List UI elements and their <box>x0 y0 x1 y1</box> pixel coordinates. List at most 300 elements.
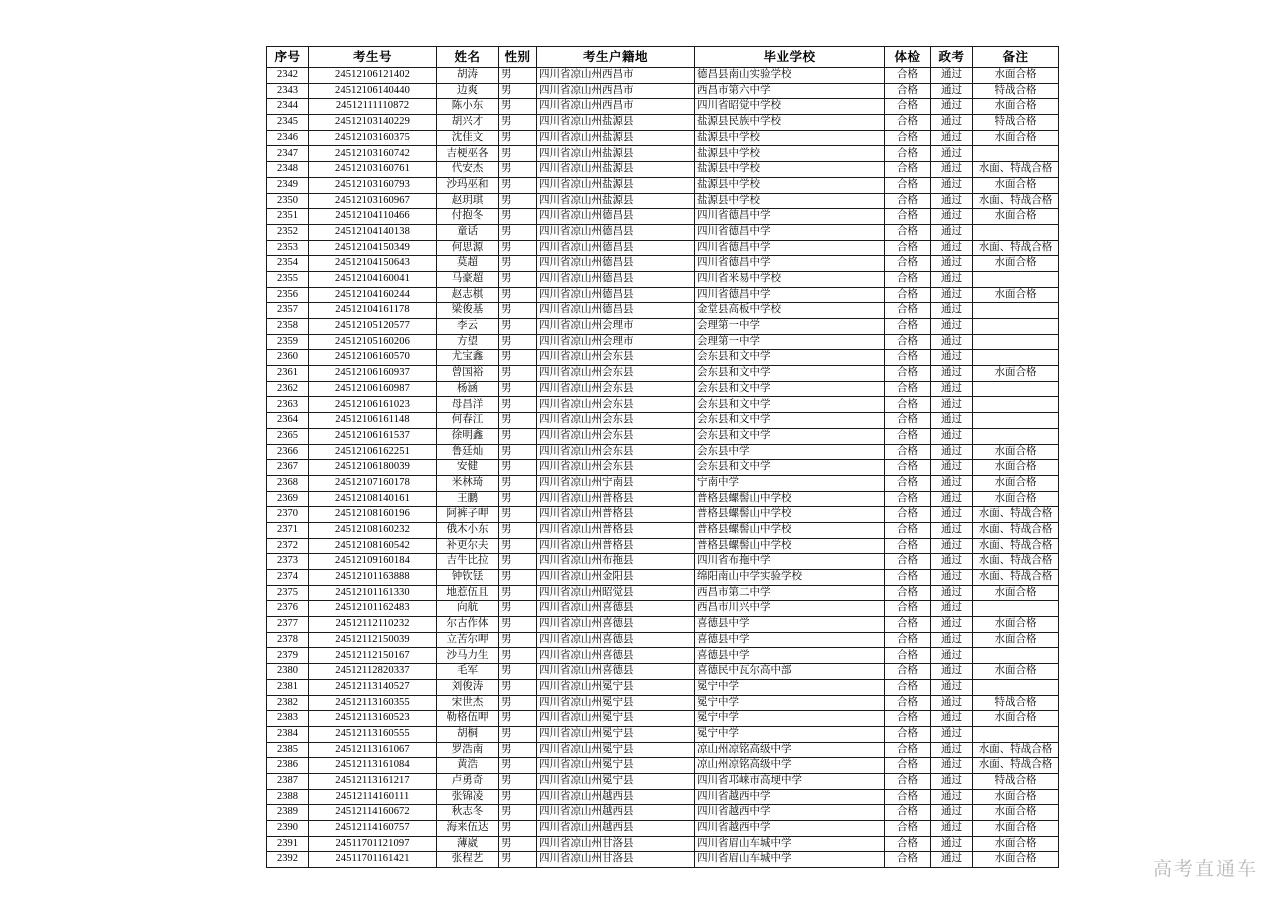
cell-medical: 合格 <box>885 648 931 664</box>
cell-name: 鲁廷灿 <box>437 444 499 460</box>
cell-domicile: 四川省凉山州会东县 <box>537 428 695 444</box>
cell-name: 胡桐 <box>437 726 499 742</box>
cell-gender: 男 <box>499 428 537 444</box>
cell-seq: 2380 <box>267 664 309 680</box>
cell-exam: 24512113140527 <box>309 679 437 695</box>
cell-medical: 合格 <box>885 413 931 429</box>
cell-school: 会东县和文中学 <box>695 413 885 429</box>
table-row <box>267 287 1059 303</box>
cell-school: 德昌县南山实验学校 <box>695 68 885 84</box>
cell-seq: 2355 <box>267 271 309 287</box>
cell-name: 胡涛 <box>437 68 499 84</box>
cell-name: 方望 <box>437 334 499 350</box>
cell-gender: 男 <box>499 773 537 789</box>
cell-school: 西昌市第二中学 <box>695 585 885 601</box>
cell-exam: 24512105120577 <box>309 319 437 335</box>
cell-school: 四川省越西中学 <box>695 805 885 821</box>
cell-seq: 2378 <box>267 632 309 648</box>
cell-gender: 男 <box>499 162 537 178</box>
table-row <box>267 648 1059 664</box>
cell-medical: 合格 <box>885 334 931 350</box>
cell-domicile: 四川省凉山州德昌县 <box>537 303 695 319</box>
cell-remark: 水面、特战合格 <box>973 522 1059 538</box>
cell-medical: 合格 <box>885 632 931 648</box>
table-row <box>267 334 1059 350</box>
cell-gender: 男 <box>499 287 537 303</box>
cell-medical: 合格 <box>885 664 931 680</box>
cell-medical: 合格 <box>885 617 931 633</box>
cell-exam: 24512108160196 <box>309 507 437 523</box>
cell-school: 西昌市川兴中学 <box>695 601 885 617</box>
cell-school: 普格县螺髻山中学校 <box>695 491 885 507</box>
cell-name: 勒格伍呷 <box>437 711 499 727</box>
cell-seq: 2384 <box>267 726 309 742</box>
cell-domicile: 四川省凉山州越西县 <box>537 821 695 837</box>
cell-school: 西昌市第六中学 <box>695 83 885 99</box>
cell-seq: 2348 <box>267 162 309 178</box>
cell-exam: 24512112110232 <box>309 617 437 633</box>
cell-remark <box>973 679 1059 695</box>
cell-domicile: 四川省凉山州越西县 <box>537 805 695 821</box>
cell-gender: 男 <box>499 554 537 570</box>
cell-medical: 合格 <box>885 271 931 287</box>
column-header-seq: 序号 <box>267 47 309 68</box>
cell-domicile: 四川省凉山州西昌市 <box>537 68 695 84</box>
cell-domicile: 四川省凉山州会东县 <box>537 366 695 382</box>
cell-remark: 水面、特战合格 <box>973 507 1059 523</box>
cell-seq: 2351 <box>267 209 309 225</box>
cell-name: 莫超 <box>437 256 499 272</box>
cell-gender: 男 <box>499 664 537 680</box>
cell-political: 通过 <box>931 256 973 272</box>
cell-political: 通过 <box>931 726 973 742</box>
cell-medical: 合格 <box>885 821 931 837</box>
cell-name: 童话 <box>437 224 499 240</box>
cell-domicile: 四川省凉山州普格县 <box>537 507 695 523</box>
cell-gender: 男 <box>499 413 537 429</box>
cell-political: 通过 <box>931 162 973 178</box>
cell-name: 何思源 <box>437 240 499 256</box>
cell-medical: 合格 <box>885 789 931 805</box>
cell-name: 俄木小东 <box>437 522 499 538</box>
cell-exam: 24512106140440 <box>309 83 437 99</box>
table-row <box>267 68 1059 84</box>
cell-school: 会东县中学 <box>695 444 885 460</box>
cell-gender: 男 <box>499 570 537 586</box>
cell-gender: 男 <box>499 679 537 695</box>
cell-political: 通过 <box>931 475 973 491</box>
cell-school: 盐源县中学校 <box>695 162 885 178</box>
cell-seq: 2349 <box>267 177 309 193</box>
cell-seq: 2357 <box>267 303 309 319</box>
cell-domicile: 四川省凉山州冕宁县 <box>537 679 695 695</box>
cell-political: 通过 <box>931 460 973 476</box>
cell-exam: 24512114160672 <box>309 805 437 821</box>
cell-exam: 24512114160111 <box>309 789 437 805</box>
cell-school: 会东县和文中学 <box>695 397 885 413</box>
table-row <box>267 711 1059 727</box>
cell-medical: 合格 <box>885 193 931 209</box>
cell-domicile: 四川省凉山州会理市 <box>537 334 695 350</box>
cell-exam: 24512101163888 <box>309 570 437 586</box>
cell-name: 代安杰 <box>437 162 499 178</box>
cell-remark: 水面合格 <box>973 68 1059 84</box>
cell-gender: 男 <box>499 711 537 727</box>
cell-seq: 2370 <box>267 507 309 523</box>
cell-school: 会东县和文中学 <box>695 428 885 444</box>
cell-remark: 水面合格 <box>973 444 1059 460</box>
cell-seq: 2347 <box>267 146 309 162</box>
cell-medical: 合格 <box>885 570 931 586</box>
table-row <box>267 836 1059 852</box>
cell-school: 凉山州凉铭高级中学 <box>695 758 885 774</box>
cell-domicile: 四川省凉山州盐源县 <box>537 130 695 146</box>
cell-school: 会理第一中学 <box>695 334 885 350</box>
cell-remark: 水面合格 <box>973 209 1059 225</box>
cell-gender: 男 <box>499 475 537 491</box>
cell-name: 曾国裕 <box>437 366 499 382</box>
cell-name: 张程艺 <box>437 852 499 868</box>
cell-school: 会东县和文中学 <box>695 460 885 476</box>
cell-school: 金堂县高板中学校 <box>695 303 885 319</box>
cell-remark <box>973 303 1059 319</box>
cell-political: 通过 <box>931 271 973 287</box>
cell-domicile: 四川省凉山州德昌县 <box>537 287 695 303</box>
cell-name: 梁俊基 <box>437 303 499 319</box>
cell-name: 赵志棋 <box>437 287 499 303</box>
cell-school: 会东县和文中学 <box>695 366 885 382</box>
column-header-exam: 考生号 <box>309 47 437 68</box>
table-row <box>267 99 1059 115</box>
cell-domicile: 四川省凉山州德昌县 <box>537 256 695 272</box>
cell-medical: 合格 <box>885 350 931 366</box>
table-row <box>267 554 1059 570</box>
cell-political: 通过 <box>931 491 973 507</box>
cell-gender: 男 <box>499 538 537 554</box>
table-row <box>267 538 1059 554</box>
cell-medical: 合格 <box>885 773 931 789</box>
cell-remark: 水面、特战合格 <box>973 570 1059 586</box>
table-row <box>267 507 1059 523</box>
cell-seq: 2342 <box>267 68 309 84</box>
cell-seq: 2392 <box>267 852 309 868</box>
cell-domicile: 四川省凉山州甘洛县 <box>537 836 695 852</box>
cell-political: 通过 <box>931 209 973 225</box>
cell-remark: 水面、特战合格 <box>973 162 1059 178</box>
column-header-domicile: 考生户籍地 <box>537 47 695 68</box>
table-row <box>267 585 1059 601</box>
cell-medical: 合格 <box>885 115 931 131</box>
cell-exam: 24512108140161 <box>309 491 437 507</box>
cell-medical: 合格 <box>885 679 931 695</box>
table-row <box>267 130 1059 146</box>
cell-school: 盐源县中学校 <box>695 193 885 209</box>
cell-seq: 2361 <box>267 366 309 382</box>
cell-medical: 合格 <box>885 319 931 335</box>
cell-seq: 2362 <box>267 381 309 397</box>
cell-exam: 24512106161537 <box>309 428 437 444</box>
cell-domicile: 四川省凉山州德昌县 <box>537 271 695 287</box>
cell-remark <box>973 350 1059 366</box>
cell-exam: 24512103160375 <box>309 130 437 146</box>
cell-medical: 合格 <box>885 366 931 382</box>
cell-gender: 男 <box>499 303 537 319</box>
cell-name: 卢勇奇 <box>437 773 499 789</box>
cell-medical: 合格 <box>885 711 931 727</box>
cell-gender: 男 <box>499 177 537 193</box>
cell-name: 吉牛比拉 <box>437 554 499 570</box>
cell-exam: 24512103160742 <box>309 146 437 162</box>
cell-exam: 24512103160761 <box>309 162 437 178</box>
cell-seq: 2373 <box>267 554 309 570</box>
cell-domicile: 四川省凉山州德昌县 <box>537 240 695 256</box>
table-row <box>267 632 1059 648</box>
cell-exam: 24512106160987 <box>309 381 437 397</box>
cell-domicile: 四川省凉山州冕宁县 <box>537 758 695 774</box>
cell-seq: 2344 <box>267 99 309 115</box>
cell-remark <box>973 726 1059 742</box>
cell-domicile: 四川省凉山州越西县 <box>537 789 695 805</box>
cell-name: 安健 <box>437 460 499 476</box>
cell-domicile: 四川省凉山州盐源县 <box>537 162 695 178</box>
cell-gender: 男 <box>499 758 537 774</box>
cell-school: 盐源县中学校 <box>695 130 885 146</box>
cell-gender: 男 <box>499 209 537 225</box>
cell-domicile: 四川省凉山州会理市 <box>537 319 695 335</box>
cell-seq: 2383 <box>267 711 309 727</box>
cell-medical: 合格 <box>885 852 931 868</box>
table-row <box>267 224 1059 240</box>
cell-school: 会理第一中学 <box>695 319 885 335</box>
cell-political: 通过 <box>931 632 973 648</box>
cell-gender: 男 <box>499 742 537 758</box>
watermark: 高考直通车 <box>1152 859 1258 880</box>
cell-remark: 水面合格 <box>973 256 1059 272</box>
cell-exam: 24512104150349 <box>309 240 437 256</box>
cell-medical: 合格 <box>885 83 931 99</box>
cell-medical: 合格 <box>885 695 931 711</box>
table-header <box>267 47 1059 68</box>
cell-gender: 男 <box>499 852 537 868</box>
cell-medical: 合格 <box>885 303 931 319</box>
cell-school: 盐源县民族中学校 <box>695 115 885 131</box>
cell-name: 沙马力生 <box>437 648 499 664</box>
cell-gender: 男 <box>499 585 537 601</box>
table-row <box>267 146 1059 162</box>
cell-exam: 24512114160757 <box>309 821 437 837</box>
table-row <box>267 240 1059 256</box>
cell-remark: 水面合格 <box>973 711 1059 727</box>
cell-remark <box>973 224 1059 240</box>
cell-political: 通过 <box>931 648 973 664</box>
cell-remark <box>973 146 1059 162</box>
cell-gender: 男 <box>499 350 537 366</box>
cell-name: 吉梗巫各 <box>437 146 499 162</box>
cell-political: 通过 <box>931 585 973 601</box>
cell-political: 通过 <box>931 664 973 680</box>
cell-seq: 2350 <box>267 193 309 209</box>
cell-exam: 24512104160041 <box>309 271 437 287</box>
cell-name: 何春江 <box>437 413 499 429</box>
cell-exam: 24512112820337 <box>309 664 437 680</box>
cell-medical: 合格 <box>885 742 931 758</box>
cell-seq: 2385 <box>267 742 309 758</box>
cell-political: 通过 <box>931 130 973 146</box>
cell-remark <box>973 319 1059 335</box>
cell-domicile: 四川省凉山州金阳县 <box>537 570 695 586</box>
table-row <box>267 397 1059 413</box>
cell-gender: 男 <box>499 271 537 287</box>
cell-political: 通过 <box>931 601 973 617</box>
column-header-remark: 备注 <box>973 47 1059 68</box>
table-row <box>267 726 1059 742</box>
cell-school: 四川省德昌中学 <box>695 224 885 240</box>
cell-exam: 24512104140138 <box>309 224 437 240</box>
cell-name: 付抱冬 <box>437 209 499 225</box>
cell-school: 四川省越西中学 <box>695 789 885 805</box>
table-row <box>267 821 1059 837</box>
cell-school: 四川省眉山车城中学 <box>695 836 885 852</box>
cell-domicile: 四川省凉山州盐源县 <box>537 193 695 209</box>
cell-political: 通过 <box>931 711 973 727</box>
cell-medical: 合格 <box>885 726 931 742</box>
cell-domicile: 四川省凉山州会东县 <box>537 444 695 460</box>
cell-political: 通过 <box>931 68 973 84</box>
cell-domicile: 四川省凉山州普格县 <box>537 522 695 538</box>
cell-seq: 2356 <box>267 287 309 303</box>
cell-name: 徐明鑫 <box>437 428 499 444</box>
cell-remark: 水面合格 <box>973 130 1059 146</box>
cell-name: 地惹伍且 <box>437 585 499 601</box>
cell-gender: 男 <box>499 146 537 162</box>
cell-exam: 24512106162251 <box>309 444 437 460</box>
cell-medical: 合格 <box>885 240 931 256</box>
table-row <box>267 805 1059 821</box>
cell-exam: 24512103160967 <box>309 193 437 209</box>
cell-remark <box>973 648 1059 664</box>
cell-political: 通过 <box>931 805 973 821</box>
cell-political: 通过 <box>931 287 973 303</box>
cell-medical: 合格 <box>885 146 931 162</box>
cell-domicile: 四川省凉山州德昌县 <box>537 209 695 225</box>
cell-exam: 24512106161023 <box>309 397 437 413</box>
cell-seq: 2353 <box>267 240 309 256</box>
cell-medical: 合格 <box>885 758 931 774</box>
cell-exam: 24512104161178 <box>309 303 437 319</box>
cell-seq: 2391 <box>267 836 309 852</box>
cell-school: 会东县和文中学 <box>695 381 885 397</box>
cell-medical: 合格 <box>885 209 931 225</box>
cell-political: 通过 <box>931 381 973 397</box>
column-header-medical: 体检 <box>885 47 931 68</box>
cell-school: 四川省昭觉中学校 <box>695 99 885 115</box>
cell-name: 刘俊涛 <box>437 679 499 695</box>
cell-exam: 24512104150643 <box>309 256 437 272</box>
cell-domicile: 四川省凉山州冕宁县 <box>537 742 695 758</box>
cell-medical: 合格 <box>885 836 931 852</box>
cell-remark: 特战合格 <box>973 695 1059 711</box>
cell-medical: 合格 <box>885 601 931 617</box>
cell-exam: 24512103160793 <box>309 177 437 193</box>
cell-domicile: 四川省凉山州喜德县 <box>537 617 695 633</box>
table-row <box>267 460 1059 476</box>
cell-name: 宋世杰 <box>437 695 499 711</box>
cell-seq: 2346 <box>267 130 309 146</box>
cell-political: 通过 <box>931 303 973 319</box>
cell-domicile: 四川省凉山州西昌市 <box>537 99 695 115</box>
cell-seq: 2365 <box>267 428 309 444</box>
cell-political: 通过 <box>931 444 973 460</box>
cell-gender: 男 <box>499 522 537 538</box>
cell-domicile: 四川省凉山州会东县 <box>537 350 695 366</box>
cell-remark: 特战合格 <box>973 83 1059 99</box>
cell-school: 冕宁中学 <box>695 726 885 742</box>
cell-political: 通过 <box>931 554 973 570</box>
cell-school: 四川省越西中学 <box>695 821 885 837</box>
cell-name: 立苦尔呷 <box>437 632 499 648</box>
cell-seq: 2359 <box>267 334 309 350</box>
cell-remark: 水面合格 <box>973 585 1059 601</box>
cell-political: 通过 <box>931 428 973 444</box>
cell-exam: 24512113160523 <box>309 711 437 727</box>
cell-exam: 24512101161330 <box>309 585 437 601</box>
cell-gender: 男 <box>499 444 537 460</box>
cell-domicile: 四川省凉山州会东县 <box>537 460 695 476</box>
cell-domicile: 四川省凉山州布拖县 <box>537 554 695 570</box>
cell-seq: 2386 <box>267 758 309 774</box>
cell-remark: 水面合格 <box>973 177 1059 193</box>
cell-political: 通过 <box>931 695 973 711</box>
cell-exam: 24512108160542 <box>309 538 437 554</box>
table-row <box>267 789 1059 805</box>
table-row <box>267 366 1059 382</box>
cell-gender: 男 <box>499 256 537 272</box>
cell-name: 沙玛巫和 <box>437 177 499 193</box>
cell-exam: 24512113161217 <box>309 773 437 789</box>
cell-exam: 24512113160555 <box>309 726 437 742</box>
cell-exam: 24512101162483 <box>309 601 437 617</box>
cell-name: 黄浩 <box>437 758 499 774</box>
cell-domicile: 四川省凉山州冕宁县 <box>537 711 695 727</box>
cell-domicile: 四川省凉山州喜德县 <box>537 664 695 680</box>
cell-school: 宁南中学 <box>695 475 885 491</box>
cell-domicile: 四川省凉山州盐源县 <box>537 146 695 162</box>
cell-gender: 男 <box>499 381 537 397</box>
cell-gender: 男 <box>499 83 537 99</box>
cell-school: 四川省德昌中学 <box>695 287 885 303</box>
cell-exam: 24512113161067 <box>309 742 437 758</box>
cell-school: 喜德县中学 <box>695 617 885 633</box>
cell-gender: 男 <box>499 319 537 335</box>
cell-domicile: 四川省凉山州冕宁县 <box>537 726 695 742</box>
cell-seq: 2364 <box>267 413 309 429</box>
cell-school: 冕宁中学 <box>695 695 885 711</box>
cell-name: 张锦凌 <box>437 789 499 805</box>
cell-medical: 合格 <box>885 491 931 507</box>
table-row <box>267 381 1059 397</box>
cell-gender: 男 <box>499 821 537 837</box>
cell-exam: 24512106121402 <box>309 68 437 84</box>
cell-medical: 合格 <box>885 177 931 193</box>
cell-medical: 合格 <box>885 585 931 601</box>
cell-political: 通过 <box>931 507 973 523</box>
cell-political: 通过 <box>931 852 973 868</box>
cell-political: 通过 <box>931 146 973 162</box>
cell-gender: 男 <box>499 601 537 617</box>
table-row <box>267 271 1059 287</box>
cell-medical: 合格 <box>885 805 931 821</box>
table-row <box>267 444 1059 460</box>
